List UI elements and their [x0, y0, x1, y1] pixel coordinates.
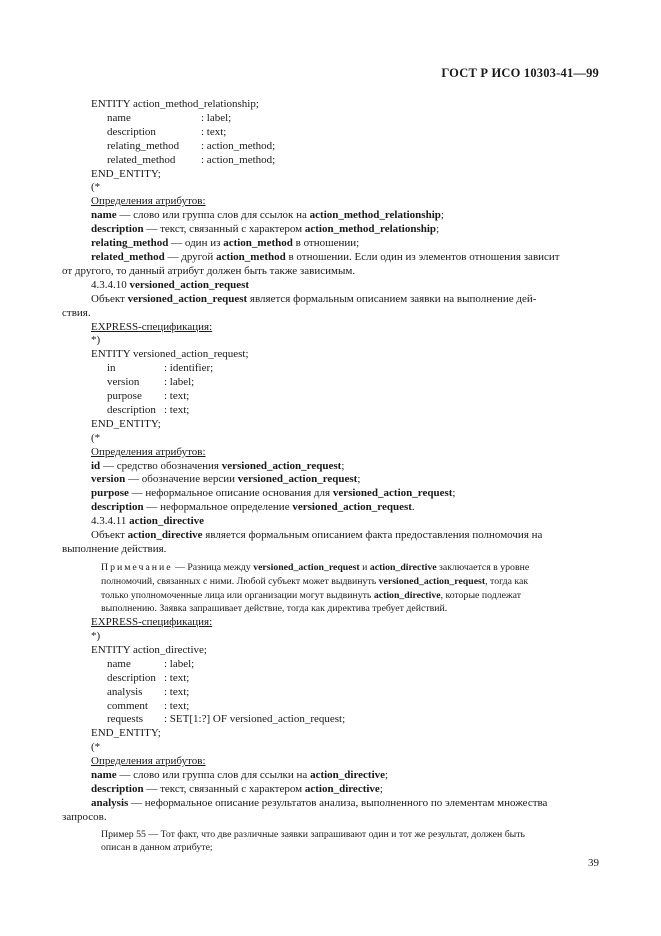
definitions-heading: Определения атрибутов:: [91, 195, 206, 208]
note-line: выполнению. Заявка запрашивает действие, тогда как директива требует действий.: [101, 603, 448, 615]
attribute-definition-continuation: запросов.: [62, 810, 107, 823]
entity-attribute: version : label;: [107, 376, 195, 389]
entity-declaration: ENTITY action_directive;: [91, 643, 207, 656]
page-content: [62, 98, 599, 855]
entity-attribute: description : text;: [107, 403, 190, 416]
express-heading: EXPRESS-спецификация:: [91, 320, 213, 333]
entity-declaration: ENTITY action_method_relationship;: [91, 98, 259, 110]
section-heading: 4.3.4.11 action_directive: [91, 515, 205, 528]
section-intro: Объект action_directive является формальным описанием факта предоставления полномочия на: [91, 529, 543, 542]
entity-attribute: requests : SET[1:?] OF versioned_action_request;: [107, 713, 346, 726]
attribute-definition: description — текст, связанный с характером action_method_relationship;: [91, 223, 440, 236]
section-intro-continuation: выполнение действия.: [62, 543, 167, 555]
attribute-definition: related_method — другой action_method в отношении. Если один из элементов отношения зависит: [91, 250, 560, 263]
note-block: [62, 561, 599, 616]
note-line: полномочий, связанных с ними. Любой субъект может выдвинуть versioned_action_request, тогда как: [101, 575, 529, 587]
comment-open: (*: [91, 431, 101, 444]
page-number: 39: [588, 857, 599, 869]
section-intro: Объект versioned_action_request является формальным описанием заявки на выполнение дей-: [91, 292, 537, 305]
attribute-definition: name — слово или группа слов для ссылок на action_method_relationship;: [91, 209, 444, 222]
note-label: Примечание: [101, 561, 173, 573]
entity-end: END_ENTITY;: [91, 167, 161, 180]
comment-open: (*: [91, 181, 101, 194]
section-intro-continuation: ствия.: [62, 306, 91, 319]
attribute-definition: purpose — неформальное описание основания для versioned_action_request;: [91, 487, 456, 500]
attribute-definition: id — средство обозначения versioned_action_request;: [91, 459, 345, 472]
entity-attribute: purpose : text;: [107, 390, 190, 403]
example-block: [62, 828, 599, 856]
entity-attribute: analysis : text;: [107, 685, 190, 698]
section-heading: 4.3.4.10 versioned_action_request: [91, 278, 250, 291]
attribute-definition: analysis — неформальное описание результатов анализа, выполненного по элементам множества: [91, 796, 548, 809]
entity-attribute: comment : text;: [107, 699, 190, 712]
entity-attribute: description : text;: [107, 671, 190, 684]
attribute-definition: description — текст, связанный с характером action_directive;: [91, 782, 383, 795]
definitions-heading: Определения атрибутов:: [91, 445, 206, 458]
entity-attribute: name : label;: [107, 111, 232, 124]
note-line: Примечание — Разница между versioned_action_request и action_directive заключается в уровне: [101, 561, 530, 573]
entity-end: END_ENTITY;: [91, 727, 161, 740]
attribute-definition: description — неформальное определение versioned_action_request.: [91, 501, 415, 514]
attribute-definition: name — слово или группа слов для ссылки на action_directive;: [91, 769, 389, 782]
example-line: описан в данном атрибуте;: [101, 842, 213, 854]
entity-end: END_ENTITY;: [91, 417, 161, 430]
definitions-heading: Определения атрибутов:: [91, 755, 206, 768]
attribute-definition-continuation: от другого, то данный атрибут должен быть также зависимым.: [62, 264, 356, 277]
comment-close: *): [91, 334, 101, 347]
comment-open: (*: [91, 741, 101, 754]
document-header: ГОСТ Р ИСО 10303-41—99: [441, 66, 599, 80]
attribute-definition: relating_method — один из action_method в отношении;: [91, 237, 360, 250]
comment-close: *): [91, 630, 101, 642]
entity-attribute: related_method : action_method;: [107, 153, 276, 166]
entity-attribute: description : text;: [107, 125, 227, 138]
example-line: Пример 55 — Тот факт, что две различные заявки запрашивают один и тот же результат, должен быть: [101, 828, 526, 840]
entity-attribute: in : identifier;: [107, 362, 214, 375]
entity-attribute: relating_method : action_method;: [107, 139, 276, 152]
note-line: только уполномоченные лица или организации могут выдвинуть action_directive, которые подлежат: [101, 589, 522, 601]
attribute-definition: version — обозначение версии versioned_action_request;: [91, 473, 361, 486]
entity-declaration: ENTITY versioned_action_request;: [91, 348, 249, 361]
express-heading: EXPRESS-спецификация:: [91, 616, 213, 629]
entity-attribute: name : label;: [107, 657, 195, 670]
